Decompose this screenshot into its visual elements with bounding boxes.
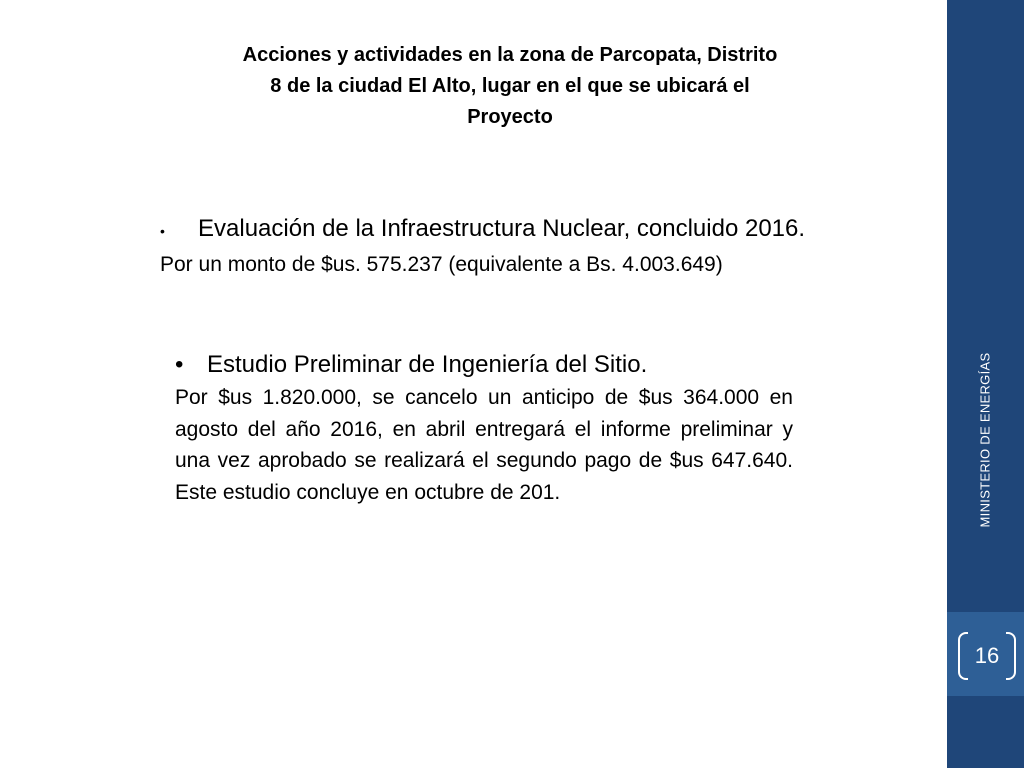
item-heading: Evaluación de la Infraestructura Nuclear, concluido 2016. <box>198 215 806 242</box>
ministry-label: MINISTERIO DE ENERGÍAS <box>977 352 993 528</box>
page-number-badge <box>958 632 1016 678</box>
bullet-item-infrastructure <box>160 212 900 282</box>
bullet-icon: • <box>175 351 184 378</box>
item-body: Por $us 1.820.000, se cancelo un anticipo de $us 364.000 en agosto del año 2016, en abril entregará el informe preliminar y una vez aprobado se realizará el segundo pago de $us 647.640. Este estudio concluye en octubre de 201. <box>175 386 793 504</box>
bullet-item-site-study <box>175 348 793 508</box>
page-number: 16 <box>974 643 1000 668</box>
bullet-icon: • <box>160 223 165 239</box>
item-body: Por un monto de $us. 575.237 (equivalente a Bs. 4.003.649) <box>160 253 723 276</box>
slide-title: Acciones y actividades en la zona de Parcopata, Distrito 8 de la ciudad El Alto, lugar en el que se ubicará el Proyecto <box>242 44 778 128</box>
bullet-line <box>175 348 793 382</box>
bullet-line <box>160 212 900 248</box>
item-heading: Estudio Preliminar de Ingeniería del Sitio. <box>207 351 648 378</box>
